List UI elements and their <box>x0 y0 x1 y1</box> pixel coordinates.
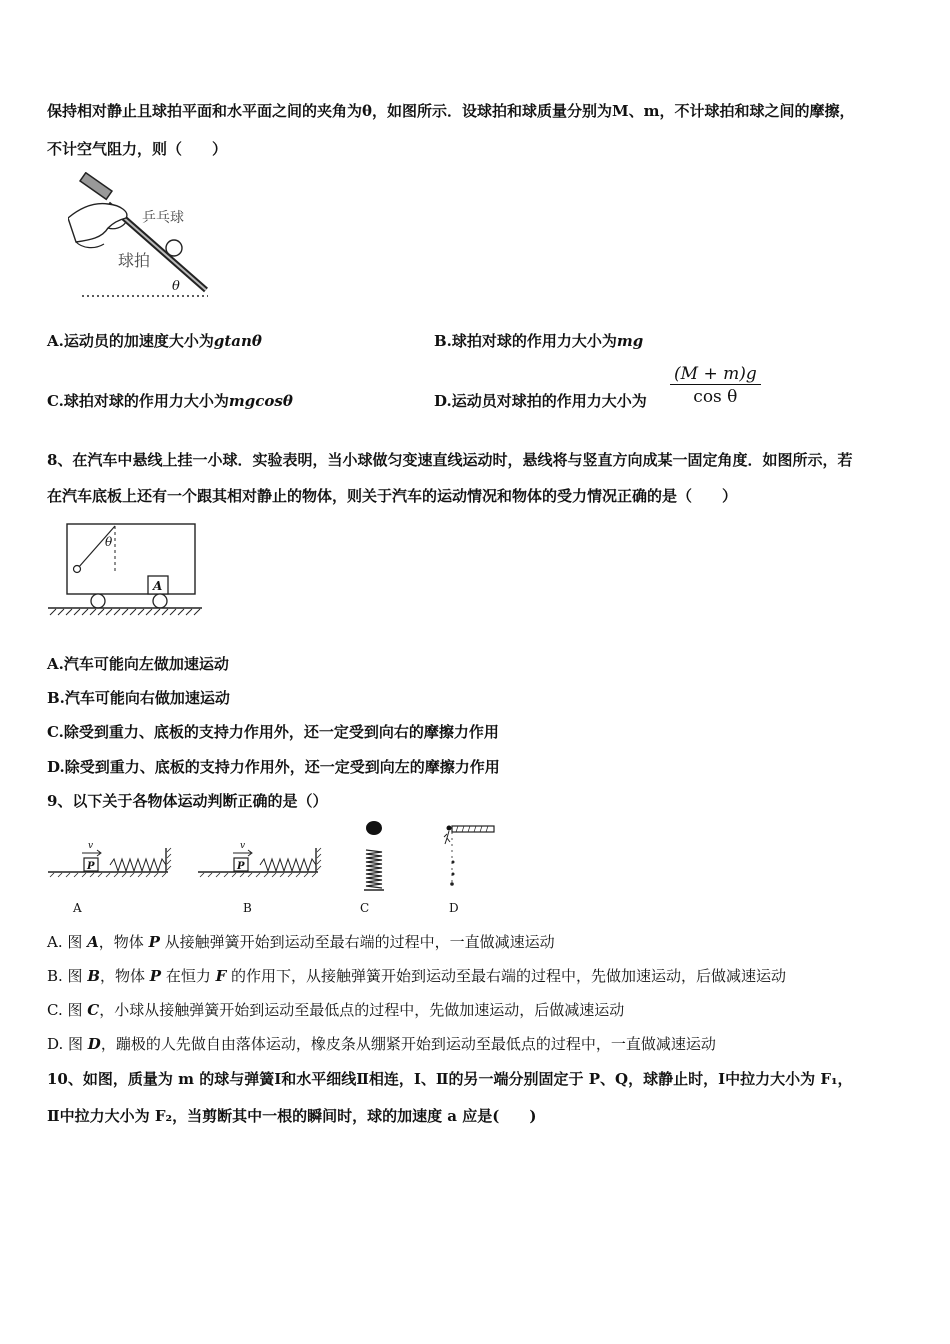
option-letter: D. <box>47 758 65 776</box>
spring <box>260 859 316 871</box>
label-ball: 乒乓球 <box>142 210 184 226</box>
block-label: P <box>237 861 245 872</box>
figure-a <box>48 841 171 915</box>
q9-option-d <box>47 1033 716 1055</box>
option-text: 运动员的加速度大小为 <box>63 332 214 350</box>
option-fig: A <box>87 933 99 951</box>
q7-option-d <box>434 390 647 412</box>
label-block: A <box>153 579 163 593</box>
label-theta: θ <box>105 535 113 549</box>
option-mid: ，物体 <box>98 933 149 951</box>
q8-option-b <box>47 687 230 709</box>
ping-pong-ball <box>166 240 182 256</box>
option-text: 运动员对球拍的作用力大小为 <box>451 392 647 410</box>
hanging-ball <box>74 566 81 573</box>
q7-option-d-fraction <box>670 364 761 407</box>
q9-option-a <box>47 931 555 953</box>
option-lead: A. 图 <box>47 933 88 951</box>
option-letter: B. <box>47 689 65 707</box>
block-label: P <box>87 861 95 872</box>
option-lead: B. 图 <box>47 967 88 985</box>
vertical-spring <box>366 850 382 888</box>
falling-ball <box>366 821 382 835</box>
option-obj: P <box>148 933 160 951</box>
option-rest: 在恒力 <box>161 967 216 985</box>
figure-c <box>360 821 384 915</box>
fraction-numerator: (M + m)g <box>670 364 761 385</box>
option-letter: B. <box>434 332 452 350</box>
option-letter: D. <box>434 392 452 410</box>
spring <box>110 859 166 871</box>
q8-option-a <box>47 653 229 675</box>
option-letter: C. <box>47 723 64 741</box>
q7-stem-line1: 保持相对静止且球拍平面和水平面之间的夹角为θ，如图所示．设球拍和球质量分别为M、m，不计球拍和球之间的摩擦， <box>47 102 855 120</box>
caption-c: C <box>360 901 370 915</box>
option-expr: mgcosθ <box>228 392 293 410</box>
option-text: 球拍对球的作用力大小为 <box>63 392 229 410</box>
figure-b <box>198 841 321 915</box>
option-mid: ，物体 <box>100 967 150 985</box>
q7-option-a <box>47 330 262 352</box>
velocity-symbol: v <box>88 841 94 851</box>
option-fig: C <box>87 1001 100 1019</box>
option-expr: mg <box>616 332 644 350</box>
q9-option-b <box>47 965 786 987</box>
option-letter: A. <box>47 332 64 350</box>
jumper-icon <box>447 826 452 831</box>
option-rest: 的作用下，从接触弹簧开始到运动至最右端的过程中，先做加速运动，后做减速运动 <box>226 967 787 985</box>
velocity-symbol: v <box>240 841 246 851</box>
q8-stem-line1: 8、在汽车中悬线上挂一小球．实验表明，当小球做匀变速直线运动时，悬线将与竖直方向成某一固定角度．如图所示，若 <box>47 451 853 469</box>
caption-d: D <box>449 901 459 915</box>
q7-stem-line2: 不计空气阻力，则（ ） <box>47 140 228 158</box>
caption-a: A <box>73 901 82 915</box>
q10-stem-line1: 10、如图，质量为 m 的球与弹簧Ⅰ和水平细线Ⅱ相连，Ⅰ、Ⅱ的另一端分别固定于 P、Q，球静止时，Ⅰ中拉力大小为 F₁， <box>47 1070 853 1088</box>
q7-option-b <box>434 330 643 352</box>
fraction-denominator: cos θ <box>693 387 738 407</box>
option-rest: ，小球从接触弹簧开始到运动至最低点的过程中，先做加速运动，后做减速运动 <box>99 1001 625 1019</box>
option-rest: ，蹦极的人先做自由落体运动，橡皮条从绷紧开始到运动至最低点的过程中，一直做减速运动 <box>100 1035 716 1053</box>
option-text: 汽车可能向右做加速运动 <box>64 689 230 707</box>
option-text: 除受到重力、底板的支持力作用外，还一定受到向右的摩擦力作用 <box>63 723 499 741</box>
label-paddle: 球拍 <box>118 251 151 270</box>
caption-b: B <box>243 901 252 915</box>
option-rest: 从接触弹簧开始到运动至最右端的过程中，一直做减速运动 <box>159 933 555 951</box>
q9-figures <box>44 818 504 918</box>
q8-car-figure <box>46 520 206 620</box>
option-lead: C. 图 <box>47 1001 88 1019</box>
q7-paddle-figure <box>68 172 213 302</box>
option-obj: P <box>149 967 162 985</box>
label-theta: θ <box>172 279 180 294</box>
hand-icon <box>68 204 127 242</box>
option-text: 除受到重力、底板的支持力作用外，还一定受到向左的摩擦力作用 <box>64 758 500 776</box>
option-text: 球拍对球的作用力大小为 <box>451 332 617 350</box>
option-text: 汽车可能向左做加速运动 <box>63 655 229 673</box>
q9-option-c <box>47 999 624 1021</box>
option-expr: gtanθ <box>213 332 262 350</box>
wheel-left <box>91 594 105 608</box>
q8-option-d <box>47 756 500 778</box>
q10-stem-line2: Ⅱ中拉力大小为 F₂，当剪断其中一根的瞬间时，球的加速度 a 应是( ) <box>47 1107 537 1125</box>
q8-stem-line2: 在汽车底板上还有一个跟其相对静止的物体，则关于汽车的运动情况和物体的受力情况正确的是（ ） <box>47 487 738 505</box>
option-letter: C. <box>47 392 64 410</box>
q7-option-c <box>47 390 293 412</box>
paddle-handle <box>80 173 112 200</box>
option-letter: A. <box>47 655 64 673</box>
figure-d <box>444 826 494 916</box>
option-force: F <box>215 967 227 985</box>
option-lead: D. 图 <box>47 1035 88 1053</box>
option-fig: D <box>87 1035 101 1053</box>
q9-stem: 9、以下关于各物体运动判断正确的是（） <box>47 792 328 810</box>
q8-option-c <box>47 721 499 743</box>
option-fig: B <box>87 967 101 985</box>
wheel-right <box>153 594 167 608</box>
